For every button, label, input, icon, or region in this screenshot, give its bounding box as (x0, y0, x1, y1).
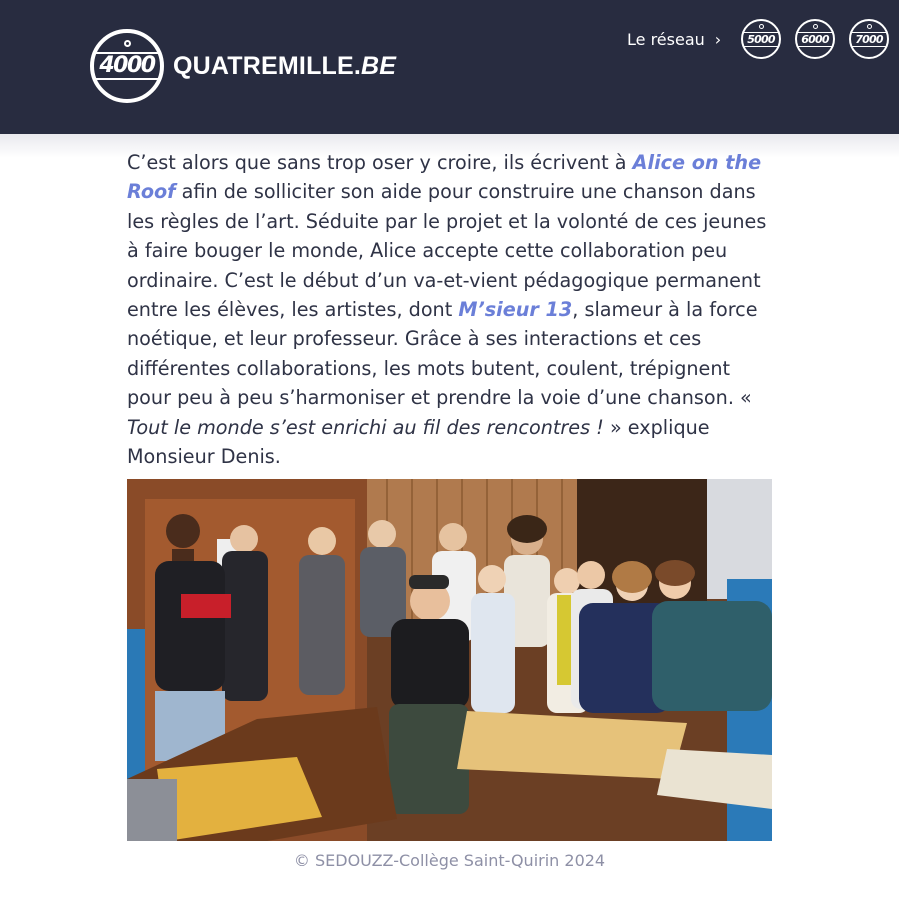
badge-number: 6000 (797, 32, 833, 47)
logo-tld: BE (361, 51, 397, 80)
badge-dot (813, 24, 818, 29)
badge-number: 5000 (743, 32, 779, 47)
article-photo (127, 479, 772, 841)
chevron-right-icon: › (714, 29, 722, 49)
article-paragraph (127, 148, 777, 471)
site-header (0, 0, 899, 134)
badge-dot (867, 24, 872, 29)
site-logo[interactable] (90, 29, 396, 103)
logo-name: QUATREMILLE. (173, 51, 362, 80)
logo-badge-number: 4000 (94, 52, 160, 80)
article-quote: Tout le monde s’est enrichi au fil des rencontres ! (127, 415, 604, 439)
article-text: » explique Monsieur Denis. (127, 415, 710, 469)
site-badge-5000[interactable] (741, 19, 781, 59)
article-text: , slameur à la force noétique, et leur professeur. Grâce à ses interactions et ces différentes collaborations, les mots butent, coulent, trépignent pour peu à peu s’harmoniser et prendre la voie d’une chanson. « (127, 298, 758, 410)
article-text: C’est alors que sans trop oser y croire, ils écrivent à (127, 151, 633, 174)
network-menu-label: Le réseau (627, 29, 705, 49)
site-badge-6000[interactable] (795, 19, 835, 59)
alice-on-the-roof-link[interactable]: Alice on the Roof (127, 151, 762, 204)
msieur-13-link[interactable]: M’sieur 13 (458, 298, 573, 322)
logo-text (173, 52, 396, 81)
article-text: afin de solliciter son aide pour construire une chanson dans les règles de l’art. Séduite par le projet et la volonté de ces jeunes à faire bouger le monde, Alice accepte cette collaboration peu ordinaire. C’est le début d’un va-et-vient pédagogique permanent entre les élèves, les artistes, dont (127, 180, 767, 322)
photo-caption: © SEDOUZZ-Collège Saint-Quirin 2024 (293, 851, 606, 870)
logo-badge-dot (124, 40, 131, 47)
logo-badge (90, 29, 164, 103)
network-menu-link[interactable] (627, 28, 721, 50)
badge-number: 7000 (851, 32, 887, 47)
site-badge-7000[interactable] (849, 19, 889, 59)
group-photo-illustration (127, 479, 772, 841)
badge-dot (759, 24, 764, 29)
